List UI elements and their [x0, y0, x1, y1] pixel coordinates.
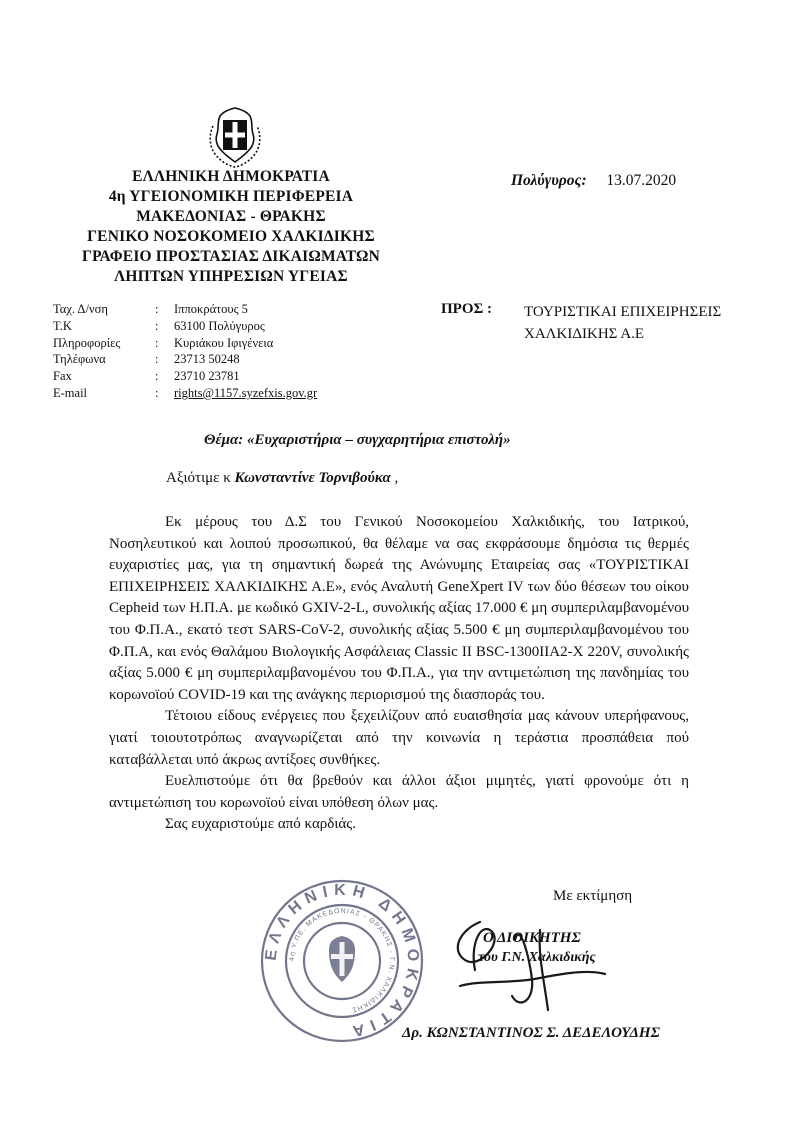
letterhead-line-1: ΕΛΛΗΝΙΚΗ ΔΗΜΟΚΡΑΤΙΑ [132, 168, 330, 185]
letterhead-line-3: ΜΑΚΕΔΟΝΙΑΣ - ΘΡΑΚΗΣ [136, 208, 326, 225]
contact-separator: : [155, 302, 159, 316]
body-paragraph-4: Σας ευχαριστούμε από καρδιάς. [165, 816, 356, 833]
recipient-label: ΠΡΟΣ : [441, 301, 493, 317]
greek-coat-of-arms-icon [205, 106, 265, 168]
contact-value: 23713 50248 [174, 352, 240, 367]
stamp-outer-text: ΕΛΛΗΝΙΚΗ ΔΗΜΟΚΡΑΤΙΑ [262, 881, 422, 1041]
contact-separator: : [155, 318, 159, 333]
signer-title: Ο ΔΙΟΙΚΗΤΗΣ [483, 930, 581, 946]
letterhead-line-2: 4η ΥΓΕΙΟΝΟΜΙΚΗ ΠΕΡΙΦΕΡΕΙΑ [108, 188, 354, 205]
contact-key: Fax [53, 369, 72, 384]
stamp-inner-text: 4η Υ.ΠΕ. ΜΑΚΕΔΟΝΙΑΣ - ΘΡΑΚΗΣ - Γ.Ν. ΧΑΛΚΙΔΙΚΗΣ [288, 907, 396, 1014]
contact-separator: : [155, 352, 159, 367]
body-paragraph-2: Τέτοιου είδους ενέργειες που ξεχειλίζουν από ευαισθησία μας κάνουν υπερήφανους, γιατί τοιουτοτρόπως αναγνωρίζεται από την κοινωνία η τεράστια προσπάθεια πού καταβάλλεται υπό άκρως αντίξοες συνθήκες. [109, 708, 689, 768]
contact-key: E-mail [53, 385, 88, 400]
contact-value: Κυριάκου Ιφιγένεια [174, 335, 274, 350]
letter-body [109, 512, 689, 836]
greeting-name: Κωνσταντίνε Τορνιβούκα [234, 470, 391, 486]
date-label: Πολύγυρος: [511, 172, 587, 189]
greeting-suffix: , [390, 470, 399, 486]
contact-separator: : [155, 335, 159, 350]
signer-name: Δρ. ΚΩΝΣΤΑΝΤΙΝΟΣ Σ. ΔΕΔΕΛΟΥΔΗΣ [402, 1025, 660, 1041]
email-link[interactable]: rights@1157.syzefxis.gov.gr [174, 385, 318, 400]
contact-value: 23710 23781 [174, 369, 240, 384]
recipient-line-1: ΤΟΥΡΙΣΤΙΚΑΙ ΕΠΙΧΕΙΡΗΣΕΙΣ [524, 304, 722, 320]
letter-date [511, 172, 676, 190]
contact-key: Ταχ. Δ/νση [53, 302, 108, 316]
body-paragraph-3: Ευελπιστούμε ότι θα βρεθούν και άλλοι άξιοι μιμητές, γιατί φρονούμε ότι η αντιμετώπιση του κορωνοϊού είναι υπόθεση όλων μας. [109, 773, 689, 811]
body-paragraph-1: Εκ μέρους του Δ.Σ του Γενικού Νοσοκομείου Χαλκιδικής, του Ιατρικού, Νοσηλευτικού και λοιπού προσωπικού, θα θέλαμε να σας εκφράσουμε δημόσια τις θερμές ευχαριστίες μας, για τη σημαντική δωρεά της Ανώνυμης Εταιρείας σας «ΤΟΥΡΙΣΤΙΚΑΙ ΕΠΙΧΕΙΡΗΣΕΙΣ ΧΑΛΚΙΔΙΚΗΣ Α.Ε», ενός Αναλυτή GeneXpert IV των δύο θέσεων του οίκου Cepheid των Η.Π.Α. με κωδικό GXIV-2-L, συνολικής αξίας 17.000 € μη συμπεριλαμβανομένου του Φ.Π.Α., εκατό τεστ SARS-CoV-2, συνολικής αξίας 5.500 € μη συμπεριλαμβανομένου του Φ.Π.Α, και ενός Θαλάμου Βιολογικής Ασφάλειας Classic II BSC-1300ΙΙΑ2-Χ 220V, συνολικής αξίας 5.000 € μη συμπεριλαμβανομένου του Φ.Π.Α., για την αντιμετώπιση της πανδημίας του κορωνοϊού COVID-19 και της ανάγκης περιορισμού της διασποράς του. [109, 514, 689, 703]
contact-key: Τηλέφωνα [53, 352, 106, 367]
contact-separator: : [155, 385, 159, 400]
letterhead-line-6: ΛΗΠΤΩΝ ΥΠΗΡΕΣΙΩΝ ΥΓΕΙΑΣ [114, 268, 348, 285]
contact-separator: : [155, 369, 159, 384]
recipient-line-2: ΧΑΛΚΙΔΙΚΗΣ Α.Ε [524, 326, 645, 342]
subject-line: Θέμα: «Ευχαριστήρια – συγχαρητήρια επιστολή» [204, 432, 511, 448]
greeting-prefix: Αξιότιμε κ [166, 470, 235, 486]
official-round-stamp-icon [259, 878, 425, 1044]
letterhead-line-4: ΓΕΝΙΚΟ ΝΟΣΟΚΟΜΕΙΟ ΧΑΛΚΙΔΙΚΗΣ [87, 228, 375, 245]
recipient-name [524, 301, 721, 345]
date-value: 13.07.2020 [606, 172, 677, 189]
closing-text: Με εκτίμηση [553, 888, 633, 904]
contact-key: Πληροφορίες [53, 335, 121, 350]
contact-value: 63100 Πολύγυρος [174, 318, 265, 333]
contact-key: Τ.Κ [53, 318, 72, 333]
signer-organization: του Γ.Ν. Χαλκιδικής [478, 950, 596, 965]
greeting [166, 470, 398, 487]
letterhead-line-5: ΓΡΑΦΕΙΟ ΠΡΟΣΤΑΣΙΑΣ ΔΙΚΑΙΩΜΑΤΩΝ [82, 248, 380, 265]
contact-value: Ιπποκράτους 5 [174, 302, 248, 316]
